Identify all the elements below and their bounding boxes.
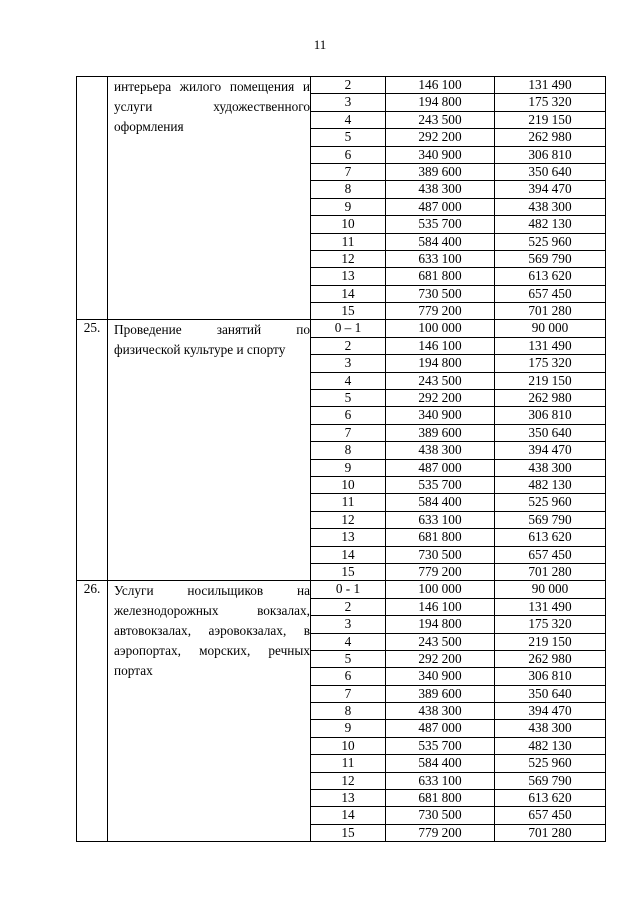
- amount-cell: 100 000: [386, 581, 495, 598]
- reduced-amount-cell: 613 620: [495, 529, 606, 546]
- reduced-amount-cell: 482 130: [495, 476, 606, 493]
- employee-count-cell: 4: [311, 372, 386, 389]
- reduced-amount-cell: 219 150: [495, 633, 606, 650]
- employee-count-cell: 2: [311, 598, 386, 615]
- employee-count-cell: 4: [311, 633, 386, 650]
- table-row: [77, 581, 606, 598]
- reduced-amount-cell: 90 000: [495, 581, 606, 598]
- amount-cell: 633 100: [386, 511, 495, 528]
- amount-cell: 340 900: [386, 146, 495, 163]
- employee-count-cell: 12: [311, 250, 386, 267]
- reduced-amount-cell: 306 810: [495, 146, 606, 163]
- amount-cell: 779 200: [386, 303, 495, 320]
- amount-cell: 681 800: [386, 529, 495, 546]
- employee-count-cell: 12: [311, 772, 386, 789]
- employee-count-cell: 5: [311, 129, 386, 146]
- employee-count-cell: 2: [311, 337, 386, 354]
- employee-count-cell: 10: [311, 216, 386, 233]
- employee-count-cell: 12: [311, 511, 386, 528]
- employee-count-cell: 9: [311, 198, 386, 215]
- reduced-amount-cell: 701 280: [495, 824, 606, 841]
- reduced-amount-cell: 262 980: [495, 650, 606, 667]
- amount-cell: 730 500: [386, 807, 495, 824]
- amount-cell: 584 400: [386, 755, 495, 772]
- employee-count-cell: 0 – 1: [311, 320, 386, 337]
- amount-cell: 633 100: [386, 772, 495, 789]
- reduced-amount-cell: 175 320: [495, 94, 606, 111]
- amount-cell: 146 100: [386, 337, 495, 354]
- employee-count-cell: 15: [311, 824, 386, 841]
- reduced-amount-cell: 482 130: [495, 737, 606, 754]
- reduced-amount-cell: 219 150: [495, 111, 606, 128]
- amount-cell: 438 300: [386, 442, 495, 459]
- reduced-amount-cell: 569 790: [495, 511, 606, 528]
- amount-cell: 389 600: [386, 424, 495, 441]
- reduced-amount-cell: 175 320: [495, 616, 606, 633]
- amount-cell: 779 200: [386, 824, 495, 841]
- amount-cell: 730 500: [386, 285, 495, 302]
- reduced-amount-cell: 613 620: [495, 268, 606, 285]
- reduced-amount-cell: 438 300: [495, 198, 606, 215]
- amount-cell: 438 300: [386, 703, 495, 720]
- reduced-amount-cell: 657 450: [495, 285, 606, 302]
- employee-count-cell: 10: [311, 737, 386, 754]
- table-row: [77, 77, 606, 94]
- amount-cell: 584 400: [386, 494, 495, 511]
- employee-count-cell: 8: [311, 181, 386, 198]
- reduced-amount-cell: 482 130: [495, 216, 606, 233]
- employee-count-cell: 11: [311, 233, 386, 250]
- employee-count-cell: 9: [311, 720, 386, 737]
- reduced-amount-cell: 350 640: [495, 163, 606, 180]
- employee-count-cell: 6: [311, 146, 386, 163]
- amount-cell: 535 700: [386, 476, 495, 493]
- employee-count-cell: 6: [311, 668, 386, 685]
- amount-cell: 535 700: [386, 737, 495, 754]
- reduced-amount-cell: 131 490: [495, 77, 606, 94]
- reduced-amount-cell: 394 470: [495, 442, 606, 459]
- reduced-amount-cell: 394 470: [495, 703, 606, 720]
- activity-name-cell: [108, 77, 311, 320]
- reduced-amount-cell: 438 300: [495, 720, 606, 737]
- reduced-amount-cell: 438 300: [495, 459, 606, 476]
- amount-cell: 584 400: [386, 233, 495, 250]
- employee-count-cell: 15: [311, 303, 386, 320]
- amount-cell: 535 700: [386, 216, 495, 233]
- amount-cell: 487 000: [386, 198, 495, 215]
- activity-name-cell: [108, 320, 311, 581]
- employee-count-cell: 14: [311, 807, 386, 824]
- reduced-amount-cell: 613 620: [495, 790, 606, 807]
- reduced-amount-cell: 306 810: [495, 407, 606, 424]
- reduced-amount-cell: 262 980: [495, 390, 606, 407]
- reduced-amount-cell: 525 960: [495, 494, 606, 511]
- reduced-amount-cell: 131 490: [495, 598, 606, 615]
- amount-cell: 633 100: [386, 250, 495, 267]
- item-number: [77, 77, 108, 320]
- amount-cell: 292 200: [386, 129, 495, 146]
- employee-count-cell: 8: [311, 703, 386, 720]
- employee-count-cell: 11: [311, 755, 386, 772]
- amount-cell: 194 800: [386, 355, 495, 372]
- reduced-amount-cell: 350 640: [495, 685, 606, 702]
- amount-cell: 243 500: [386, 372, 495, 389]
- employee-count-cell: 4: [311, 111, 386, 128]
- employee-count-cell: 5: [311, 650, 386, 667]
- employee-count-cell: 6: [311, 407, 386, 424]
- amount-cell: 243 500: [386, 111, 495, 128]
- employee-count-cell: 10: [311, 476, 386, 493]
- reduced-amount-cell: 657 450: [495, 546, 606, 563]
- employee-count-cell: 0 - 1: [311, 581, 386, 598]
- amount-cell: 340 900: [386, 407, 495, 424]
- reduced-amount-cell: 701 280: [495, 563, 606, 580]
- reduced-amount-cell: 657 450: [495, 807, 606, 824]
- employee-count-cell: 8: [311, 442, 386, 459]
- reduced-amount-cell: 175 320: [495, 355, 606, 372]
- amount-cell: 730 500: [386, 546, 495, 563]
- employee-count-cell: 3: [311, 94, 386, 111]
- employee-count-cell: 15: [311, 563, 386, 580]
- item-number: 25.: [77, 320, 108, 581]
- amount-cell: 389 600: [386, 685, 495, 702]
- reduced-amount-cell: 525 960: [495, 233, 606, 250]
- amount-cell: 194 800: [386, 616, 495, 633]
- activity-name-cell: [108, 581, 311, 842]
- employee-count-cell: 13: [311, 268, 386, 285]
- amount-cell: 100 000: [386, 320, 495, 337]
- amount-cell: 681 800: [386, 268, 495, 285]
- reduced-amount-cell: 306 810: [495, 668, 606, 685]
- employee-count-cell: 7: [311, 685, 386, 702]
- reduced-amount-cell: 262 980: [495, 129, 606, 146]
- employee-count-cell: 13: [311, 790, 386, 807]
- amount-cell: 389 600: [386, 163, 495, 180]
- employee-count-cell: 9: [311, 459, 386, 476]
- amount-cell: 779 200: [386, 563, 495, 580]
- tariff-table-body: [77, 77, 606, 842]
- employee-count-cell: 11: [311, 494, 386, 511]
- tariff-table: [76, 76, 606, 842]
- reduced-amount-cell: 569 790: [495, 772, 606, 789]
- reduced-amount-cell: 350 640: [495, 424, 606, 441]
- item-number: 26.: [77, 581, 108, 842]
- amount-cell: 340 900: [386, 668, 495, 685]
- reduced-amount-cell: 394 470: [495, 181, 606, 198]
- amount-cell: 243 500: [386, 633, 495, 650]
- amount-cell: 292 200: [386, 650, 495, 667]
- amount-cell: 681 800: [386, 790, 495, 807]
- page-number: 11: [313, 37, 327, 52]
- amount-cell: 487 000: [386, 720, 495, 737]
- amount-cell: 438 300: [386, 181, 495, 198]
- amount-cell: 146 100: [386, 598, 495, 615]
- reduced-amount-cell: 90 000: [495, 320, 606, 337]
- reduced-amount-cell: 131 490: [495, 337, 606, 354]
- reduced-amount-cell: 525 960: [495, 755, 606, 772]
- employee-count-cell: 3: [311, 616, 386, 633]
- amount-cell: 292 200: [386, 390, 495, 407]
- employee-count-cell: 14: [311, 546, 386, 563]
- amount-cell: 194 800: [386, 94, 495, 111]
- employee-count-cell: 13: [311, 529, 386, 546]
- amount-cell: 487 000: [386, 459, 495, 476]
- employee-count-cell: 14: [311, 285, 386, 302]
- reduced-amount-cell: 569 790: [495, 250, 606, 267]
- activity-name: интерьера жилого помещения и услуги художественного оформления: [114, 79, 310, 134]
- amount-cell: 146 100: [386, 77, 495, 94]
- reduced-amount-cell: 701 280: [495, 303, 606, 320]
- activity-name: Услуги носильщиков на железнодорожных вокзалах, автовокзалах, аэровокзалах, в аэропортах, морских, речных портах: [114, 583, 310, 679]
- employee-count-cell: 5: [311, 390, 386, 407]
- employee-count-cell: 2: [311, 77, 386, 94]
- employee-count-cell: 3: [311, 355, 386, 372]
- activity-name: Проведение занятий по физической культуре и спорту: [114, 322, 310, 358]
- employee-count-cell: 7: [311, 424, 386, 441]
- table-row: [77, 320, 606, 337]
- reduced-amount-cell: 219 150: [495, 372, 606, 389]
- employee-count-cell: 7: [311, 163, 386, 180]
